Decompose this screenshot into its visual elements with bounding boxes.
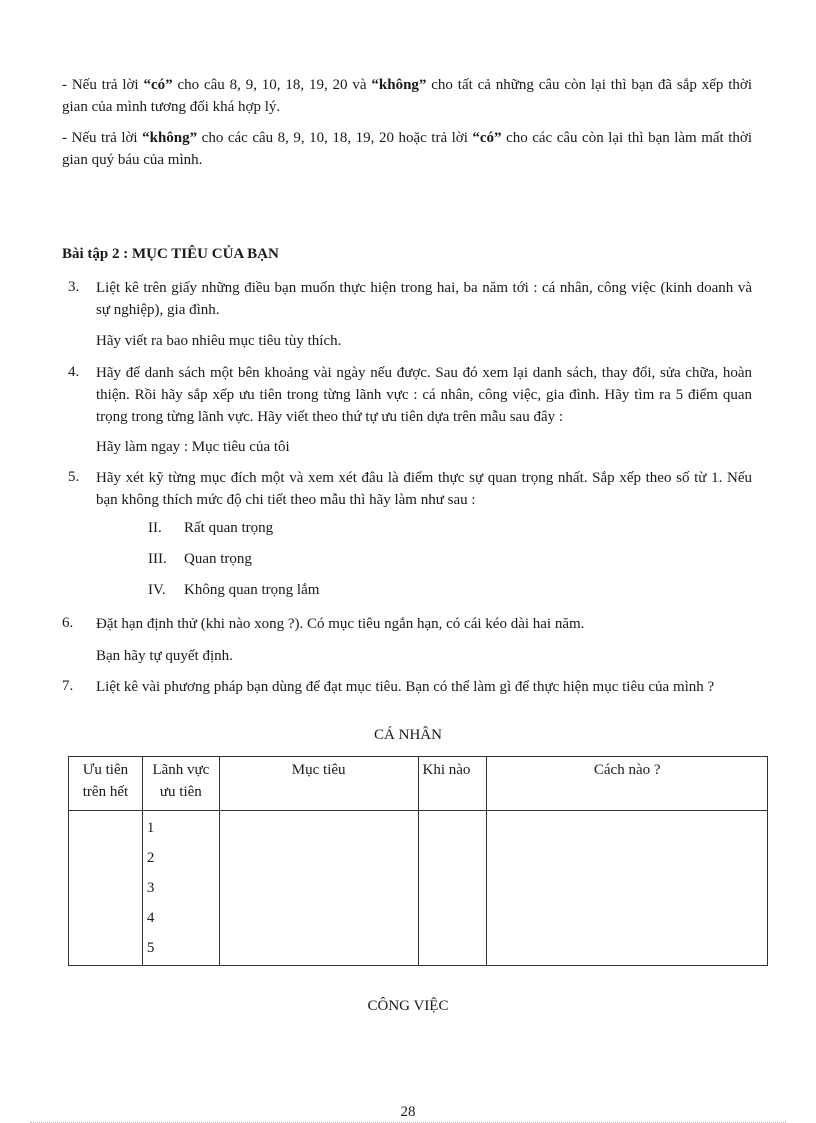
table-header-row [69,757,768,811]
column-header: Ưu tiên trên hết [69,757,143,811]
table-cell [219,811,418,966]
priority-number: 3 [146,880,155,896]
rank-text: Không quan trọng lắm [184,582,320,598]
rank-label: II. [148,520,162,536]
rank-text: Rất quan trọng [184,520,274,536]
item-subtext: Hãy làm ngay : Mục tiêu của tôi [96,439,290,455]
next-section-title: CÔNG VIỆC [367,998,449,1014]
personal-goals-table [68,756,768,966]
priority-number: 2 [146,850,155,866]
rank-label: III. [148,551,167,567]
priority-number: 5 [146,940,155,956]
column-header: Mục tiêu [219,757,418,811]
table-cell [69,811,143,966]
priority-number: 1 [146,820,155,836]
table-cell [418,811,487,966]
priority-number: 4 [146,910,155,926]
column-header: Khi nào [418,757,487,811]
item-number: 6. [62,615,74,631]
intro-paragraph-1: - Nếu trả lời “có” cho câu 8, 9, 10, 18, 19, 20 và “không” cho tất cả những câu còn lại thì bạn đã sắp xếp thời gian của mình tương đối khá hợp lý. [62,77,752,115]
column-header: Cách nào ? [487,757,768,811]
item-number: 4. [68,364,80,380]
item-text: Liệt kê trên giấy những điều bạn muốn thực hiện trong hai, ba năm tới : cá nhân, công việc (kinh doanh và sự nghiệp), gia đình. [96,280,752,318]
table-title: CÁ NHÂN [374,727,442,743]
item-number: 3. [68,279,80,295]
item-subtext: Bạn hãy tự quyết định. [96,648,233,664]
column-header: Lãnh vực ưu tiên [142,757,219,811]
item-text: Đặt hạn định thử (khi nào xong ?). Có mục tiêu ngắn hạn, có cái kéo dài hai năm. [96,616,585,632]
item-number: 5. [68,469,80,485]
priority-list-cell [142,811,219,966]
item-text: Hãy xét kỹ từng mục đích một và xem xét đâu là điểm thực sự quan trọng nhất. Sắp xếp theo số từ 1. Nếu bạn không thích mức độ chi tiết theo mẫu thì hãy làm như sau : [96,470,752,508]
exercise-heading: Bài tập 2 : MỤC TIÊU CỦA BẠN [62,246,279,262]
item-text: Hãy để danh sách một bên khoảng vài ngày nếu được. Sau đó xem lại danh sách, thay đổi, sửa chữa, hoàn thiện. Rồi hãy sắp xếp ưu tiên trong từng lãnh vực : cá nhân, công việc, gia đình. Hãy tìm ra 5 điểm quan trọng trong từng lãnh vực. Hãy viết theo thứ tự ưu tiên dựa trên mẫu sau đây : [96,365,752,425]
rank-label: IV. [148,582,166,598]
table-row [69,811,768,966]
item-number: 7. [62,678,74,694]
item-text: Liệt kê vài phương pháp bạn dùng để đạt mục tiêu. Bạn có thể làm gì để thực hiện mục tiêu của mình ? [96,679,715,695]
rank-text: Quan trọng [184,551,252,567]
table-cell [487,811,768,966]
item-subtext: Hãy viết ra bao nhiêu mục tiêu tùy thích. [96,333,342,349]
page-number: 28 [400,1104,416,1120]
intro-paragraph-2: - Nếu trả lời “không” cho các câu 8, 9, 10, 18, 19, 20 hoặc trả lời “có” cho các câu còn lại thì bạn làm mất thời gian quý báu của mình. [62,130,753,168]
